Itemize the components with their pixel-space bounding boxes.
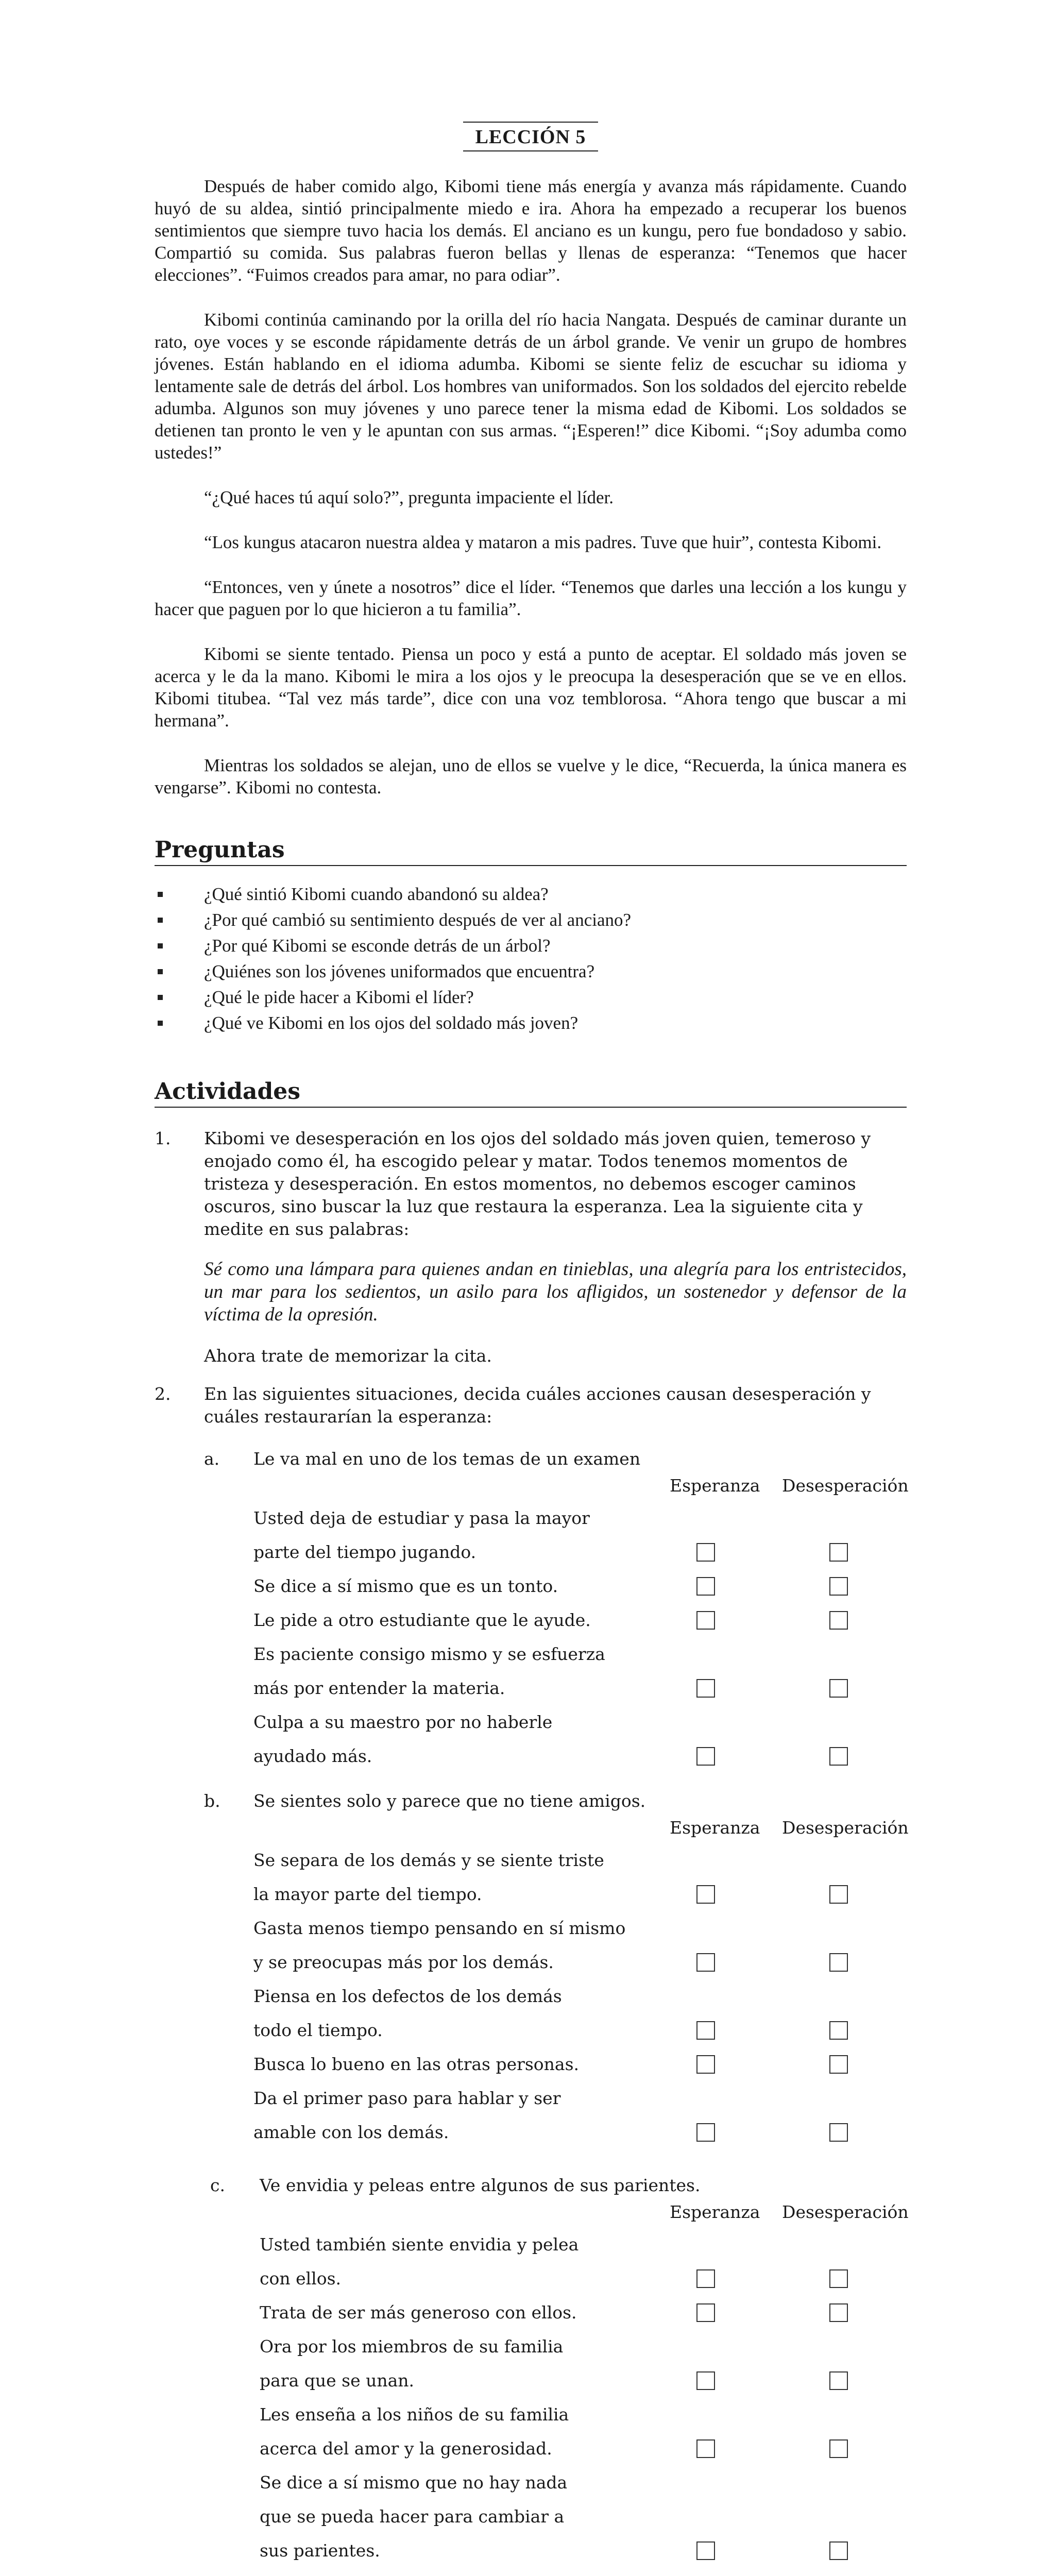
despair-checkbox[interactable] <box>829 1885 848 1904</box>
column-headers <box>155 2201 907 2228</box>
despair-checkbox[interactable] <box>829 2269 848 2288</box>
hope-checkbox[interactable] <box>696 1885 715 1904</box>
option-label: Se separa de los demás y se siente triste <box>253 1850 604 1870</box>
hope-checkbox[interactable] <box>696 2021 715 2040</box>
quote: Sé como una lámpara para quienes andan en tinieblas, una alegría para los entristecidos, un mar para los sedientos, un asilo para los afligidos, un sostenedor y defensor de la víctima de la opresión. <box>204 1259 907 1325</box>
situation-title <box>204 1786 907 1817</box>
despair-checkbox[interactable] <box>829 2371 848 2390</box>
despair-checkbox[interactable] <box>829 1543 848 1562</box>
option-row <box>253 1705 676 1773</box>
hope-checkbox[interactable] <box>696 1543 715 1562</box>
option-label: ayudado más. <box>253 1746 372 1766</box>
questions-list <box>155 882 907 1036</box>
situation-letter: a. <box>204 1449 220 1469</box>
despair-checkbox[interactable] <box>829 1747 848 1766</box>
question-item: ¿Qué le pide hacer a Kibomi el líder? <box>155 985 907 1010</box>
situation-block <box>155 2170 907 2568</box>
despair-checkbox[interactable] <box>829 2021 848 2040</box>
option-label: Usted también siente envidia y pelea <box>260 2234 579 2255</box>
column-hope: Esperanza <box>670 1818 760 1838</box>
option-row <box>253 1501 676 1569</box>
option-row <box>260 2296 682 2330</box>
situation-text: Ve envidia y peleas entre algunos de sus parientes. <box>260 2175 701 2195</box>
despair-checkbox[interactable] <box>829 1611 848 1630</box>
column-despair: Desesperación <box>782 1476 909 1496</box>
option-row <box>253 1637 676 1705</box>
activity-1-text: Kibomi ve desesperación en los ojos del soldado más joven quien, temeroso y enojado como él, ha escogido pelear y matar. Todos tenemos momentos de tristeza y desesperación. En estos momentos, no debemos escoger caminos oscuros, sino buscar la luz que restaura la esperanza. Lea la siguiente cita y medite en sus palabras: <box>204 1128 871 1239</box>
question-item: ¿Qué ve Kibomi en los ojos del soldado más joven? <box>155 1010 907 1036</box>
option-label: todo el tiempo. <box>253 2020 383 2040</box>
activity-number: 2. <box>155 1384 171 1404</box>
story-paragraph: “¿Qué haces tú aquí solo?”, pregunta impaciente el líder. <box>204 487 614 507</box>
column-despair: Desesperación <box>782 1818 909 1838</box>
story-paragraph: Después de haber comido algo, Kibomi tiene más energía y avanza más rápidamente. Cuando huyó de su aldea, sintió principalmente miedo e ira. Ahora ha empezado a recuperar los buenos sentimientos que siempre tuvo hacia los demás. El anciano es un kungu, pero fue bondadoso y sabio. Compartió su comida. Sus palabras fueron bellas y llenas de esperanza: “Tenemos que hacer elecciones”. “Fuimos creados para amar, no para odiar”. <box>155 176 907 285</box>
question-item: ¿Por qué cambió su sentimiento después de ver al anciano? <box>155 907 907 933</box>
situation-text: Le va mal en uno de los temas de un examen <box>253 1449 641 1469</box>
situation-block <box>155 1444 907 1773</box>
despair-checkbox[interactable] <box>829 2303 848 2322</box>
option-label: que se pueda hacer para cambiar a <box>260 2506 565 2527</box>
option-label: acerca del amor y la generosidad. <box>260 2438 552 2459</box>
option-label: Busca lo bueno en las otras personas. <box>253 2054 580 2074</box>
hope-checkbox[interactable] <box>696 2055 715 2074</box>
story-paragraph: “Entonces, ven y únete a nosotros” dice el líder. “Tenemos que darles una lección a los kungu y hacer que paguen por lo que hicieron a tu familia”. <box>155 577 907 619</box>
option-row <box>253 1569 676 1603</box>
option-label: la mayor parte del tiempo. <box>253 1884 482 1904</box>
despair-checkbox[interactable] <box>829 1953 848 1972</box>
hope-checkbox[interactable] <box>696 2303 715 2322</box>
option-row <box>253 1843 676 1911</box>
option-row <box>253 1911 676 1979</box>
option-label: Ora por los miembros de su familia <box>260 2336 564 2357</box>
story-paragraph: Kibomi continúa caminando por la orilla del río hacia Nangata. Después de caminar durante un rato, oye voces y se esconde rápidamente detrás de un árbol grande. Ve venir un grupo de hombres jóvenes. Están hablando en el idioma adumba. Kibomi se siente feliz de escuchar su idioma y lentamente sale de detrás del árbol. Los hombres van uniformados. Son los soldados del ejercito rebelde adumba. Algunos son muy jóvenes y uno parece tener la misma edad de Kibomi. Los soldados se detienen tan pronto le ven y le apuntan con sus armas. “¡Esperen!” dice Kibomi. “¡Soy adumba como ustedes!” <box>155 310 907 463</box>
option-row <box>253 2047 676 2081</box>
option-row <box>260 2466 682 2568</box>
question-item: ¿Quiénes son los jóvenes uniformados que encuentra? <box>155 959 907 985</box>
option-label: sus parientes. <box>260 2540 380 2561</box>
option-row <box>260 2330 682 2398</box>
despair-checkbox[interactable] <box>829 2123 848 2142</box>
document-page <box>155 0 907 2576</box>
despair-checkbox[interactable] <box>829 2439 848 2458</box>
option-label: Se dice a sí mismo que es un tonto. <box>253 1576 558 1596</box>
activity-1 <box>155 1127 907 1367</box>
situation-title <box>210 2170 907 2201</box>
option-label: Le pide a otro estudiante que le ayude. <box>253 1610 591 1630</box>
situation-letter: b. <box>204 1791 220 1811</box>
option-label: Culpa a su maestro por no haberle <box>253 1712 553 1732</box>
option-row <box>260 2398 682 2466</box>
option-label: amable con los demás. <box>253 2122 449 2142</box>
hope-checkbox[interactable] <box>696 1953 715 1972</box>
hope-checkbox[interactable] <box>696 2541 715 2560</box>
option-label: Trata de ser más generoso con ellos. <box>260 2302 577 2323</box>
hope-checkbox[interactable] <box>696 2123 715 2142</box>
option-label: Piensa en los defectos de los demás <box>253 1986 562 2006</box>
story-paragraph: “Los kungus atacaron nuestra aldea y mataron a mis padres. Tuve que huir”, contesta Kibomi. <box>204 532 882 552</box>
lesson-title: LECCIÓN 5 <box>155 122 907 151</box>
activity-number: 1. <box>155 1128 171 1148</box>
option-row <box>260 2228 682 2296</box>
situations <box>155 1444 907 2576</box>
column-hope: Esperanza <box>670 1476 760 1496</box>
hope-checkbox[interactable] <box>696 1611 715 1630</box>
situation-text: Se sientes solo y parece que no tiene amigos. <box>253 1791 646 1811</box>
despair-checkbox[interactable] <box>829 1679 848 1698</box>
questions-heading: Preguntas <box>155 837 907 866</box>
option-label: Les enseña a los niños de su familia <box>260 2404 569 2425</box>
question-item: ¿Qué sintió Kibomi cuando abandonó su aldea? <box>155 882 907 907</box>
option-label: Da el primer paso para hablar y ser <box>253 2088 561 2108</box>
column-despair: Desesperación <box>782 2202 909 2222</box>
option-row <box>253 2081 676 2149</box>
story-paragraph: Kibomi se siente tentado. Piensa un poco y está a punto de aceptar. El soldado más joven se acerca y le da la mano. Kibomi le mira a los ojos y le preocupa la desesperación que se ve en ellos. Kibomi titubea. “Tal vez más tarde”, dice con una voz temblorosa. “Ahora tengo que buscar a mi hermana”. <box>155 644 907 731</box>
situation-title <box>204 1444 907 1475</box>
option-label: parte del tiempo jugando. <box>253 1542 477 1562</box>
hope-checkbox[interactable] <box>696 1747 715 1766</box>
option-label: con ellos. <box>260 2268 342 2289</box>
question-item: ¿Por qué Kibomi se esconde detrás de un árbol? <box>155 933 907 959</box>
option-row <box>253 1603 676 1637</box>
column-headers <box>155 1475 907 1501</box>
column-headers <box>155 1817 907 1843</box>
hope-checkbox[interactable] <box>696 2269 715 2288</box>
story-paragraph: Mientras los soldados se alejan, uno de ellos se vuelve y le dice, “Recuerda, la única manera es vengarse”. Kibomi no contesta. <box>155 755 907 798</box>
option-row <box>253 1979 676 2047</box>
option-label: más por entender la materia. <box>253 1678 505 1698</box>
hope-checkbox[interactable] <box>696 1577 715 1596</box>
option-label: y se preocupas más por los demás. <box>253 1952 554 1972</box>
story-text <box>155 175 907 799</box>
activity-2 <box>155 1383 907 2576</box>
activities-heading: Actividades <box>155 1078 907 1108</box>
despair-checkbox[interactable] <box>829 2055 848 2074</box>
option-label: Usted deja de estudiar y pasa la mayor <box>253 1508 590 1528</box>
quote-note: Ahora trate de memorizar la cita. <box>204 1346 492 1366</box>
situation-block <box>155 1786 907 2149</box>
despair-checkbox[interactable] <box>829 2541 848 2560</box>
hope-checkbox[interactable] <box>696 2371 715 2390</box>
hope-checkbox[interactable] <box>696 1679 715 1698</box>
hope-checkbox[interactable] <box>696 2439 715 2458</box>
despair-checkbox[interactable] <box>829 1577 848 1596</box>
option-label: para que se unan. <box>260 2370 415 2391</box>
activity-2-text: En las siguientes situaciones, decida cuáles acciones causan desesperación y cuáles restaurarían la esperanza: <box>204 1384 871 1427</box>
option-label: Gasta menos tiempo pensando en sí mismo <box>253 1918 626 1938</box>
column-hope: Esperanza <box>670 2202 760 2222</box>
option-label: Es paciente consigo mismo y se esfuerza <box>253 1644 605 1664</box>
situation-letter: c. <box>210 2175 225 2195</box>
option-label: Se dice a sí mismo que no hay nada <box>260 2472 568 2493</box>
